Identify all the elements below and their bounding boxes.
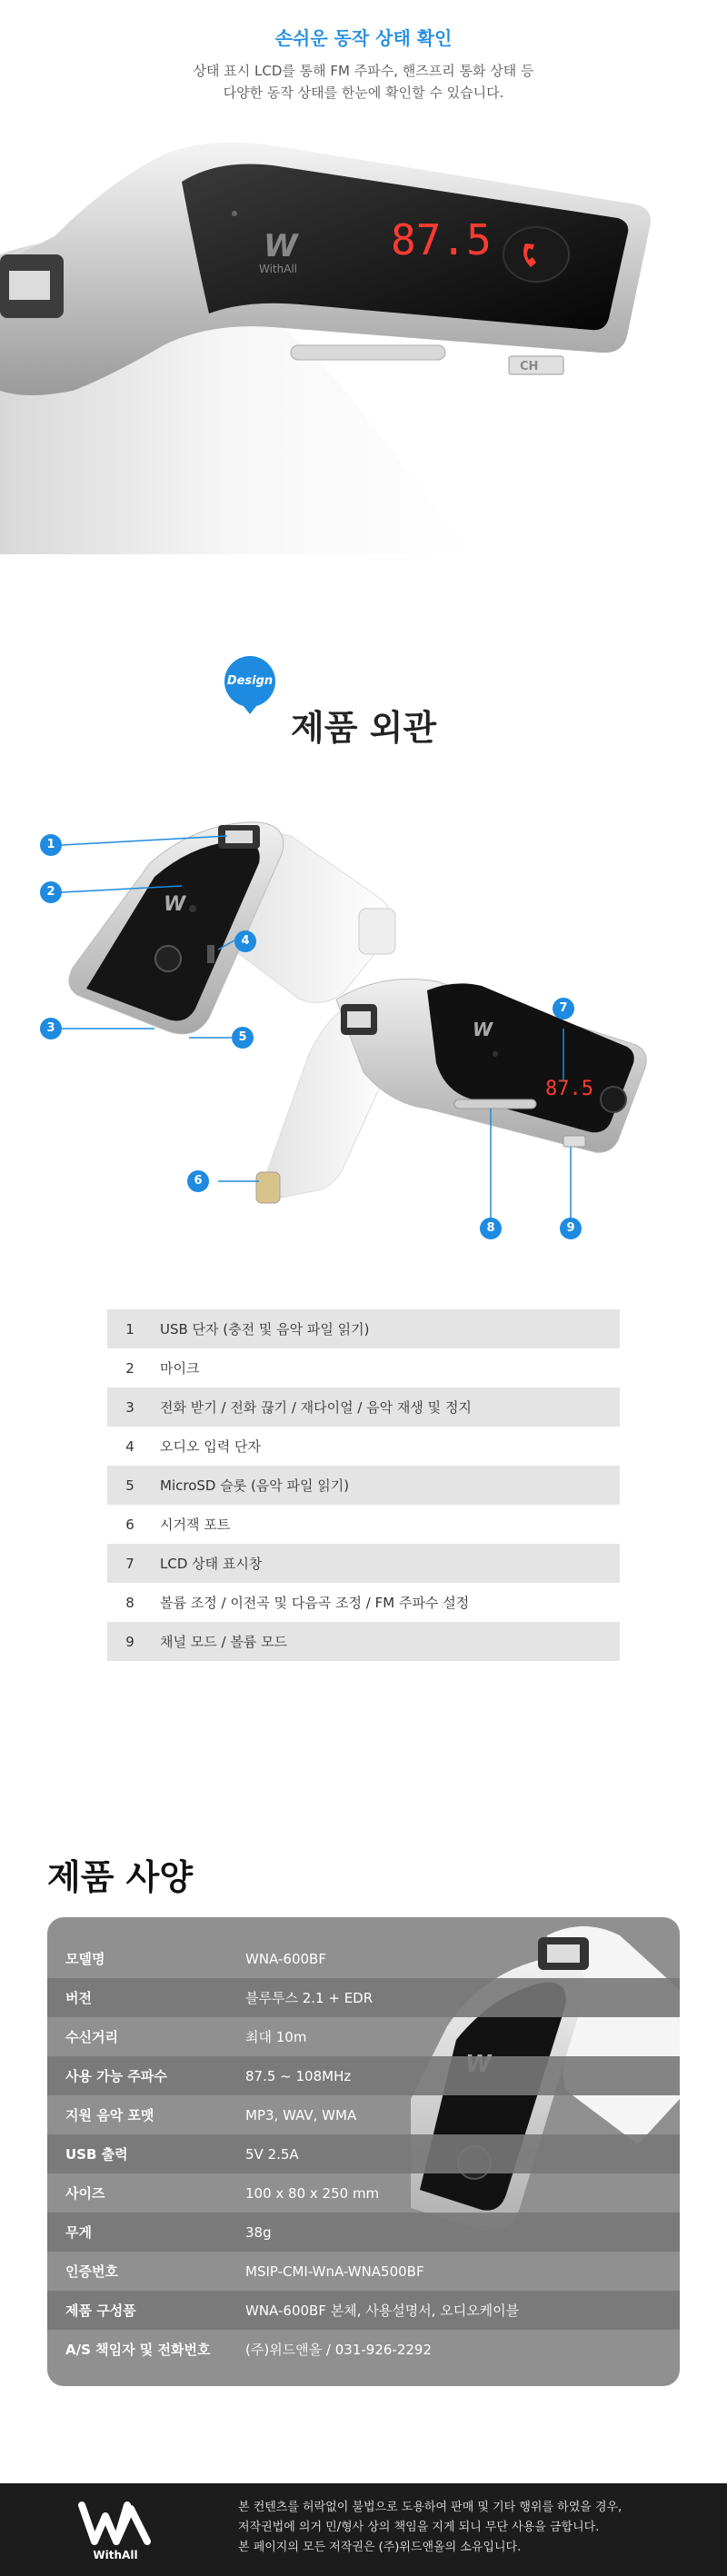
- table-row: [47, 1978, 680, 2017]
- lcd-section-description: [0, 60, 727, 104]
- table-row: [107, 1427, 620, 1466]
- part-description: 채널 모드 / 볼륨 모드: [160, 1634, 288, 1650]
- table-row: [47, 2017, 680, 2056]
- spec-value: 블루투스 2.1 + EDR: [245, 1990, 373, 2006]
- spec-value: (주)위드앤올 / 031-926-2292: [245, 2342, 433, 2358]
- spec-value: 100 x 80 x 250 mm: [245, 2184, 380, 2202]
- spec-value: WNA-600BF: [245, 1950, 326, 1967]
- spec-key: 사이즈: [65, 2185, 105, 2202]
- callout-5: 5: [232, 1027, 254, 1049]
- lcd-desc-line-2: 다양한 동작 상태를 한눈에 확인할 수 있습니다.: [223, 85, 504, 101]
- spec-key: 인증번호: [65, 2263, 118, 2280]
- spec-key: A/S 책임자 및 전화번호: [65, 2342, 211, 2358]
- spec-key: 지원 음악 포맷: [65, 2107, 154, 2123]
- table-row: [47, 2291, 680, 2330]
- table-row: [47, 2213, 680, 2252]
- part-description: LCD 상태 표시창: [160, 1556, 263, 1572]
- callout-4: 4: [234, 930, 256, 952]
- copyright-notice: [238, 2498, 711, 2558]
- table-row: [47, 2252, 680, 2291]
- spec-value: MP3, WAV, WMA: [245, 2106, 357, 2123]
- copyright-line-3: 본 페이지의 모든 저작권은 (주)위드앤올의 소유입니다.: [238, 2541, 522, 2554]
- part-number: 3: [125, 1398, 134, 1416]
- spec-key: 무게: [65, 2224, 92, 2241]
- spec-table: [47, 1939, 680, 2369]
- spec-key: 제품 구성품: [65, 2302, 136, 2319]
- lcd-desc-line-1: 상태 표시 LCD를 통해 FM 주파수, 핸즈프리 통화 상태 등: [193, 63, 534, 79]
- hero-logo-mark: W: [264, 228, 298, 264]
- part-number: 6: [125, 1516, 134, 1533]
- lcd-section-title: 손쉬운 동작 상태 확인: [274, 27, 453, 49]
- table-row: [107, 1544, 620, 1583]
- part-description: USB 단자 (충전 및 음악 파일 읽기): [160, 1321, 370, 1338]
- table-row: [107, 1348, 620, 1387]
- part-number: 1: [125, 1320, 134, 1338]
- callout-1: 1: [40, 834, 62, 856]
- part-number: 9: [125, 1633, 134, 1650]
- part-description: 볼륨 조정 / 이전곡 및 다음곡 조정 / FM 주파수 설정: [160, 1595, 470, 1611]
- table-row: [107, 1583, 620, 1622]
- hero-lcd-display: 87.5: [391, 215, 492, 264]
- table-row: [47, 2095, 680, 2134]
- appearance-title: 제품 외관: [291, 708, 437, 748]
- callout-6: 6: [187, 1170, 209, 1192]
- spec-key: USB 출력: [65, 2146, 128, 2163]
- part-description: 오디오 입력 단자: [160, 1438, 261, 1455]
- side-lcd-display: 87.5: [545, 1078, 593, 1100]
- parts-table: [107, 1309, 620, 1661]
- lcd-status-section: [0, 0, 727, 554]
- spec-key: 모델명: [65, 1951, 105, 1967]
- table-row: [107, 1505, 620, 1544]
- front-logo-mark: W: [164, 893, 186, 916]
- spec-value: 38g: [245, 2223, 272, 2241]
- table-row: [107, 1622, 620, 1661]
- callout-7: 7: [553, 998, 574, 1019]
- part-description: 마이크: [160, 1360, 200, 1377]
- part-description: MicroSD 슬롯 (음악 파일 읽기): [160, 1477, 350, 1494]
- part-description: 시거잭 포트: [160, 1517, 231, 1533]
- callout-3: 3: [40, 1018, 62, 1039]
- spec-value: 5V 2.5A: [245, 2145, 299, 2163]
- spec-key: 수신거리: [65, 2029, 118, 2045]
- copyright-line-1: 본 컨텐츠를 허락없이 불법으로 도용하여 판매 및 기타 행위를 하였을 경우,: [238, 2501, 622, 2514]
- callout-9: 9: [560, 1218, 582, 1239]
- table-row: [47, 1939, 680, 1978]
- callout-8: 8: [480, 1218, 502, 1239]
- table-row: [107, 1387, 620, 1427]
- spec-value: WNA-600BF 본체, 사용설명서, 오디오케이블: [245, 2302, 520, 2319]
- table-row: [47, 2134, 680, 2173]
- hero-logo-text: WithAll: [259, 263, 298, 275]
- spec-key: 버전: [65, 1990, 92, 2006]
- spec-title: 제품 사양: [47, 1857, 194, 1897]
- design-badge: Design: [224, 656, 275, 707]
- side-logo-mark: W: [473, 1019, 493, 1040]
- table-row: [107, 1309, 620, 1348]
- table-row: [47, 2056, 680, 2095]
- table-row: [47, 2330, 680, 2369]
- spec-value: 87.5 ~ 108MHz: [245, 2067, 352, 2084]
- table-row: [107, 1466, 620, 1505]
- part-number: 7: [125, 1555, 134, 1572]
- footer: [0, 2483, 727, 2576]
- appearance-diagram: [0, 791, 727, 1227]
- spec-key: 사용 가능 주파수: [65, 2068, 167, 2084]
- device-side-view: [256, 980, 646, 1204]
- part-description: 전화 받기 / 전화 끊기 / 재다이얼 / 음악 재생 및 정지: [160, 1399, 472, 1416]
- part-number: 8: [125, 1594, 134, 1611]
- part-number: 2: [125, 1359, 134, 1377]
- callout-2: 2: [40, 881, 62, 903]
- spec-value: MSIP-CMI-WnA-WNA500BF: [245, 2263, 424, 2280]
- part-number: 4: [125, 1437, 134, 1455]
- table-row: [47, 2173, 680, 2213]
- hero-ch-label: CH: [520, 360, 539, 373]
- footer-brand: WithAll: [93, 2549, 138, 2561]
- part-number: 5: [125, 1477, 134, 1494]
- copyright-line-2: 저작권법에 의거 민/형사 상의 책임을 지게 되니 무단 사용을 금합니다.: [238, 2521, 600, 2534]
- spec-value: 최대 10m: [245, 2029, 307, 2045]
- spec-card: [47, 1917, 680, 2386]
- device-closeup-image: [0, 118, 727, 554]
